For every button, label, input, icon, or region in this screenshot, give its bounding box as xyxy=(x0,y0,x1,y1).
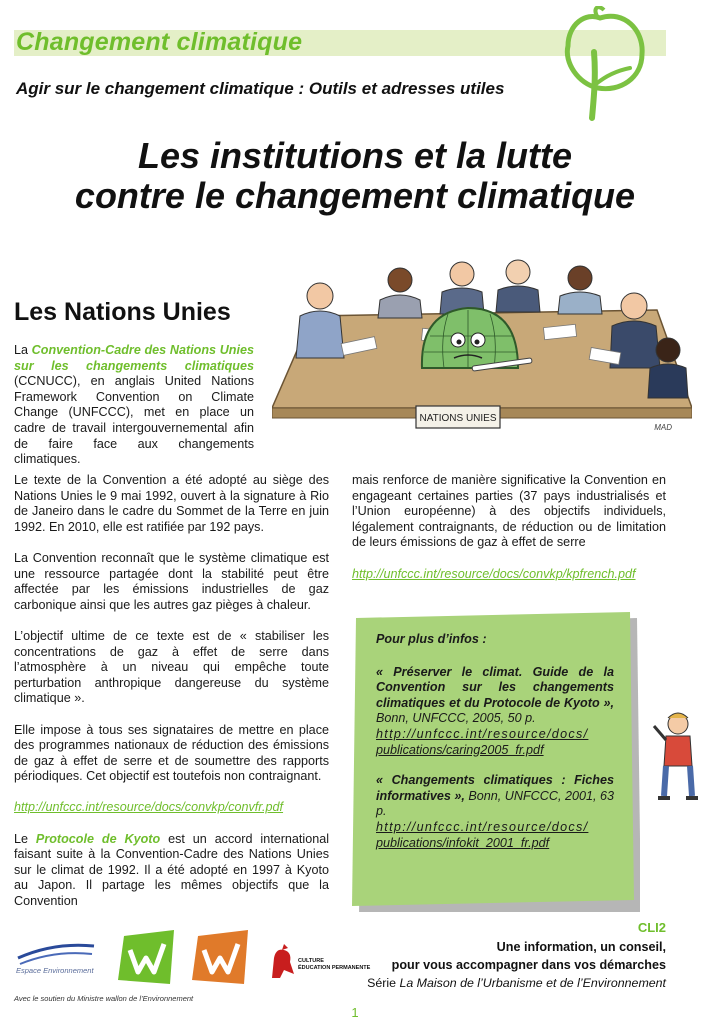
kid-mascot-icon xyxy=(650,706,702,802)
kyoto-text-post: est un accord international faisant suite à la Convention-Cadre des Nations Unies sur le climat de 1992. Il a été adopté en 1997 à Kyoto au Japon. Il partage les mêmes objectifs que la Convention xyxy=(14,831,330,909)
green-w-logo xyxy=(116,928,178,988)
footer-series xyxy=(367,976,666,990)
footer-tagline-1: Une information, un conseil, xyxy=(496,940,666,954)
caring-link[interactable]: http://unfccc.int/resource/docs/ xyxy=(376,726,589,741)
culture-label xyxy=(298,958,370,972)
page-title xyxy=(0,136,710,216)
rooster-icon xyxy=(264,944,298,982)
page-title-line1: Les institutions et la lutte xyxy=(137,135,573,176)
kyoto-text-pre: Le xyxy=(14,831,36,846)
nations-unies-sign: NATIONS UNIES xyxy=(419,413,497,424)
kyoto-paragraph xyxy=(14,832,329,910)
orange-w-logo xyxy=(190,928,252,988)
series-prefix: Série xyxy=(367,976,400,990)
left-column xyxy=(14,473,329,910)
culture-line-1: CULTURE xyxy=(298,958,324,964)
document-code: CLI2 xyxy=(637,920,666,935)
info-heading: Pour plus d’infos : xyxy=(376,632,487,646)
kyoto-term: Protocole de Kyoto xyxy=(35,831,161,846)
reference-item xyxy=(376,665,614,759)
page-number: 1 xyxy=(351,1005,359,1020)
intro-text-pre: La xyxy=(14,343,32,357)
infokit-link[interactable]: http://unfccc.int/resource/docs/ xyxy=(376,819,589,834)
intro-paragraph xyxy=(14,343,254,468)
info-box xyxy=(350,610,640,912)
kyoto-protocol-link[interactable]: http://unfccc.int/resource/docs/convkp/kpfrench.pdf xyxy=(352,566,636,581)
convention-link[interactable]: http://unfccc.int/resource/docs/convkp/convfr.pdf xyxy=(14,800,284,815)
cartoon-illustration xyxy=(272,258,692,444)
ccnucc-term: Convention-Cadre des Nations Unies sur les changements climatiques xyxy=(14,343,254,373)
cartoon-signature: MAD xyxy=(654,423,672,432)
right-column xyxy=(352,473,666,582)
espace-environnement-label: Espace Environnement xyxy=(16,966,94,975)
support-note: Avec le soutien du Ministre wallon de l’Environnement xyxy=(14,994,194,1003)
reference-title: « Changements climatiques : Fiches informatives », xyxy=(376,773,614,803)
intro-text-post: (CCNUCC), en anglais United Nations Framework Convention on Climate Change (UNFCCC), met en place un cadre de travail intergouvernemental afin de faire face aux changements climatiques. xyxy=(14,374,254,467)
caring-link-2[interactable]: publications/caring2005_fr.pdf xyxy=(376,742,544,757)
page-title-line2: contre le changement climatique xyxy=(74,175,636,216)
paragraph: Le texte de la Convention a été adopté au siège des Nations Unies le 9 mai 1992, ouvert à la signature à Rio de Janeiro dans le cadre du Sommet de la Terre en juin 1992. En 2010, elle est ratifiée par 192 pays. xyxy=(14,473,329,534)
footer-tagline-2: pour vous accompagner dans vos démarches xyxy=(391,958,666,972)
section-title: Les Nations Unies xyxy=(14,298,231,326)
culture-line-2: ÉDUCATION PERMANENTE xyxy=(298,965,371,971)
paragraph: La Convention reconnaît que le système climatique est une ressource partagée dont la stabilité peut être affectée par les émissions industrielles de gaz carbonique ainsi que les autres gaz pièges à chaleur. xyxy=(14,550,329,612)
reference-title: « Préserver le climat. Guide de la Convention sur les changements climatiques et du Protocole de Kyoto », xyxy=(376,664,614,710)
reference-meta: Bonn, UNFCCC, 2001, 63 p. xyxy=(376,788,614,819)
header-subtitle: Agir sur le changement climatique : Outils et adresses utiles xyxy=(16,79,505,98)
infokit-link-2[interactable]: publications/infokit_2001_fr.pdf xyxy=(376,835,550,850)
series-name: La Maison de l’Urbanisme et de l’Environnement xyxy=(399,976,666,990)
paragraph: L’objectif ultime de ce texte est de « stabiliser les concentrations de gaz à effet de serre dans l’atmosphère à un niveau qui empêche toute perturbation anthropique dangereuse du système climatique ». xyxy=(14,628,329,706)
reference-meta: Bonn, UNFCCC, 2005, 50 p. xyxy=(376,711,536,726)
info-box-content xyxy=(376,632,614,866)
header-title: Changement climatique xyxy=(16,28,303,56)
tree-leaf-icon xyxy=(538,6,668,121)
paragraph: mais renforce de manière significative la Convention en engageant certaines parties (37 pays industrialisés et l’Union européenne) à des objectifs individuels, légalement contraignants, de réduction ou de limitation de leurs émissions de gaz à effet de serre xyxy=(352,473,666,550)
reference-item xyxy=(376,773,614,851)
paragraph: Elle impose à tous ses signataires de mettre en place des programmes nationaux de réduction des émissions de gaz à effet de serre et de soumettre des rapports périodiques. Cet objectif est toutefois non contraignant. xyxy=(14,722,329,784)
